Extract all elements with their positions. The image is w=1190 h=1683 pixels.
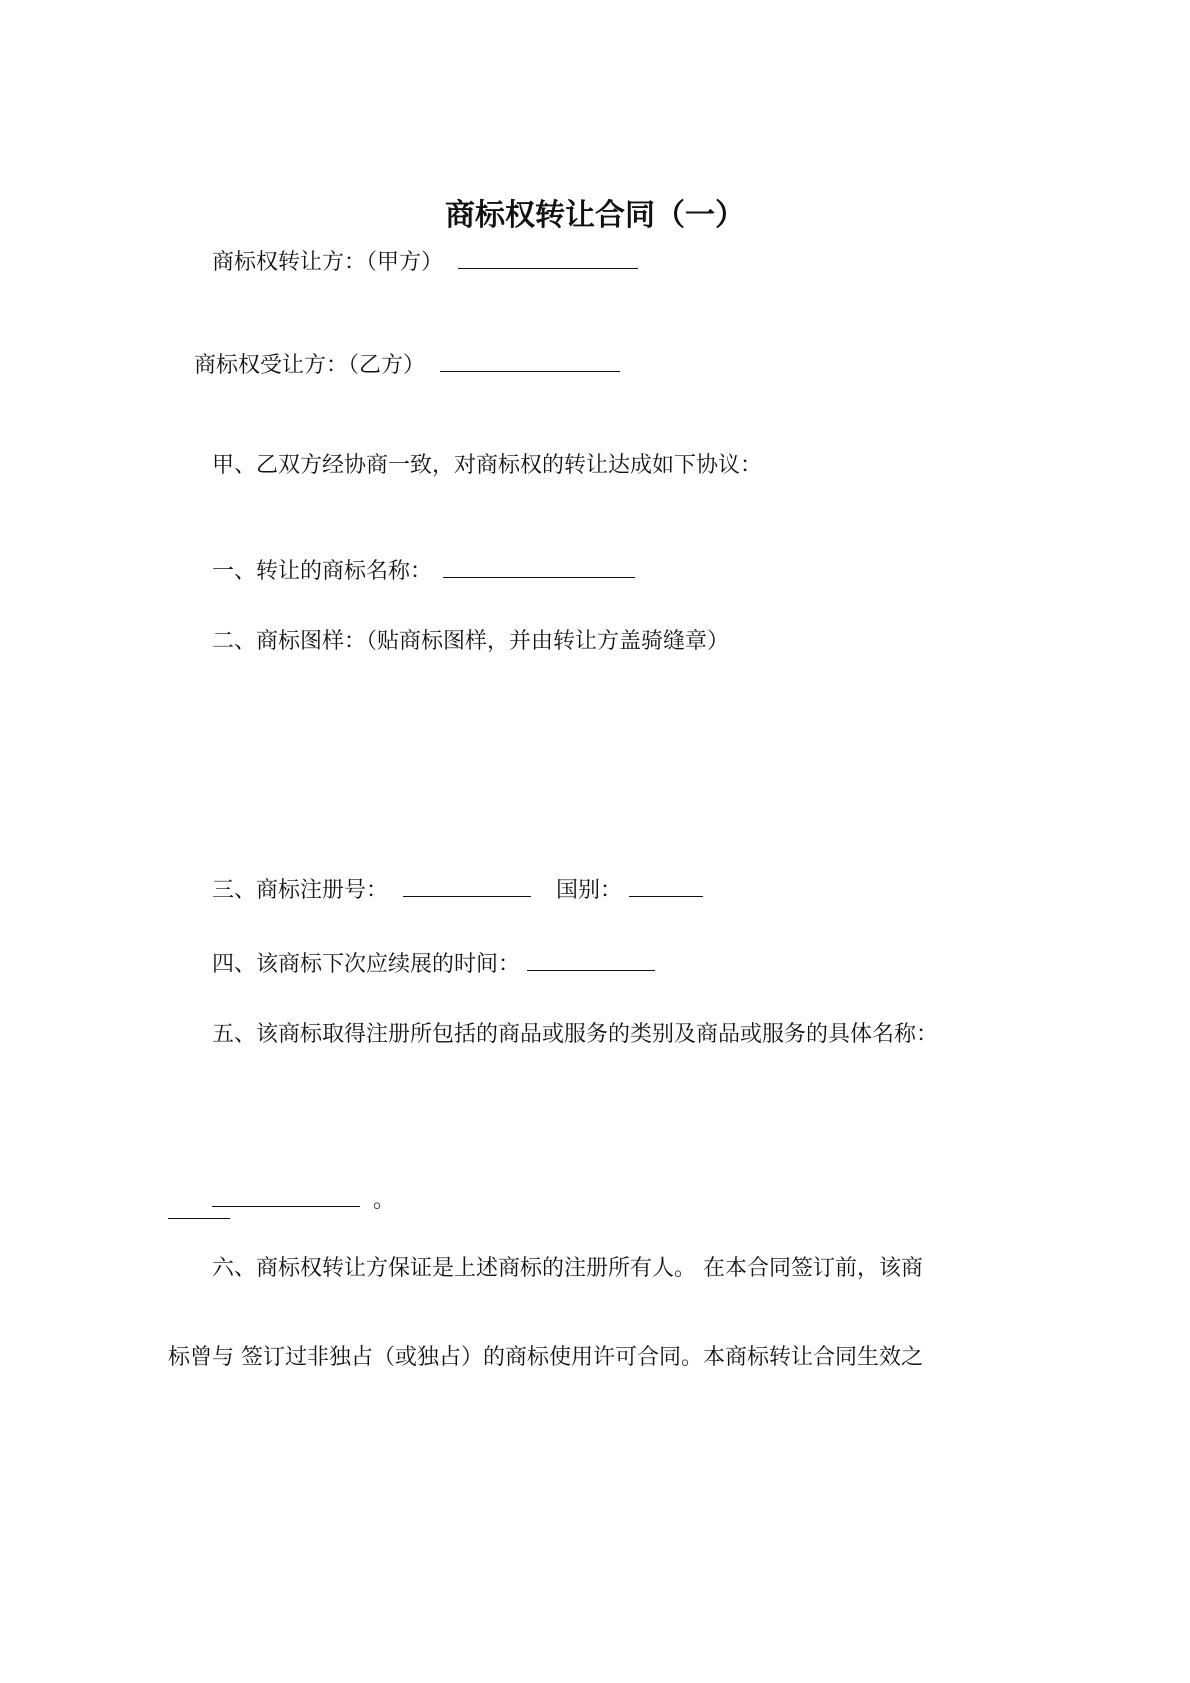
party-a-row bbox=[212, 246, 638, 278]
clause-1-row bbox=[212, 555, 635, 587]
clause-5-label: 五、该商标取得注册所包括的商品或服务的类别及商品或服务的具体名称： bbox=[212, 1022, 939, 1047]
renewal-time-field[interactable] bbox=[527, 948, 655, 971]
clause-5-end-mark: 。 bbox=[373, 1188, 396, 1213]
party-a-label: 商标权转让方：（甲方） bbox=[212, 250, 444, 275]
clause-3-row bbox=[212, 874, 703, 906]
preamble: 甲、乙双方经协商一致，对商标权的转让达成如下协议： bbox=[212, 453, 763, 478]
clause-4-row bbox=[212, 948, 655, 980]
clause-6-line1: 六、商标权转让方保证是上述商标的注册所有人。 在本合同签订前，该商 bbox=[212, 1256, 923, 1281]
party-b-label: 商标权受让方：（乙方） bbox=[194, 353, 426, 378]
party-a-field[interactable] bbox=[458, 246, 638, 269]
party-b-field[interactable] bbox=[440, 349, 620, 372]
country-field[interactable] bbox=[629, 874, 703, 897]
country-label: 国别： bbox=[556, 878, 623, 903]
party-b-row bbox=[194, 349, 620, 381]
document-title: 商标权转让合同（一） bbox=[445, 198, 745, 233]
goods-services-field-line1[interactable] bbox=[168, 1218, 230, 1219]
clause-6-line2: 标曾与 签订过非独占（或独占）的商标使用许可合同。本商标转让合同生效之 bbox=[168, 1345, 923, 1370]
clause-3-label: 三、商标注册号： bbox=[212, 878, 389, 903]
clause-1-label: 一、转让的商标名称： bbox=[212, 559, 433, 584]
registration-number-field[interactable] bbox=[403, 874, 531, 897]
clause-2-label: 二、商标图样：（贴商标图样，并由转让方盖骑缝章） bbox=[212, 629, 730, 654]
trademark-name-field[interactable] bbox=[443, 555, 635, 578]
clause-5-continuation bbox=[212, 1184, 395, 1216]
goods-services-field-line2[interactable] bbox=[212, 1184, 360, 1207]
clause-4-label: 四、该商标下次应续展的时间： bbox=[212, 952, 521, 977]
